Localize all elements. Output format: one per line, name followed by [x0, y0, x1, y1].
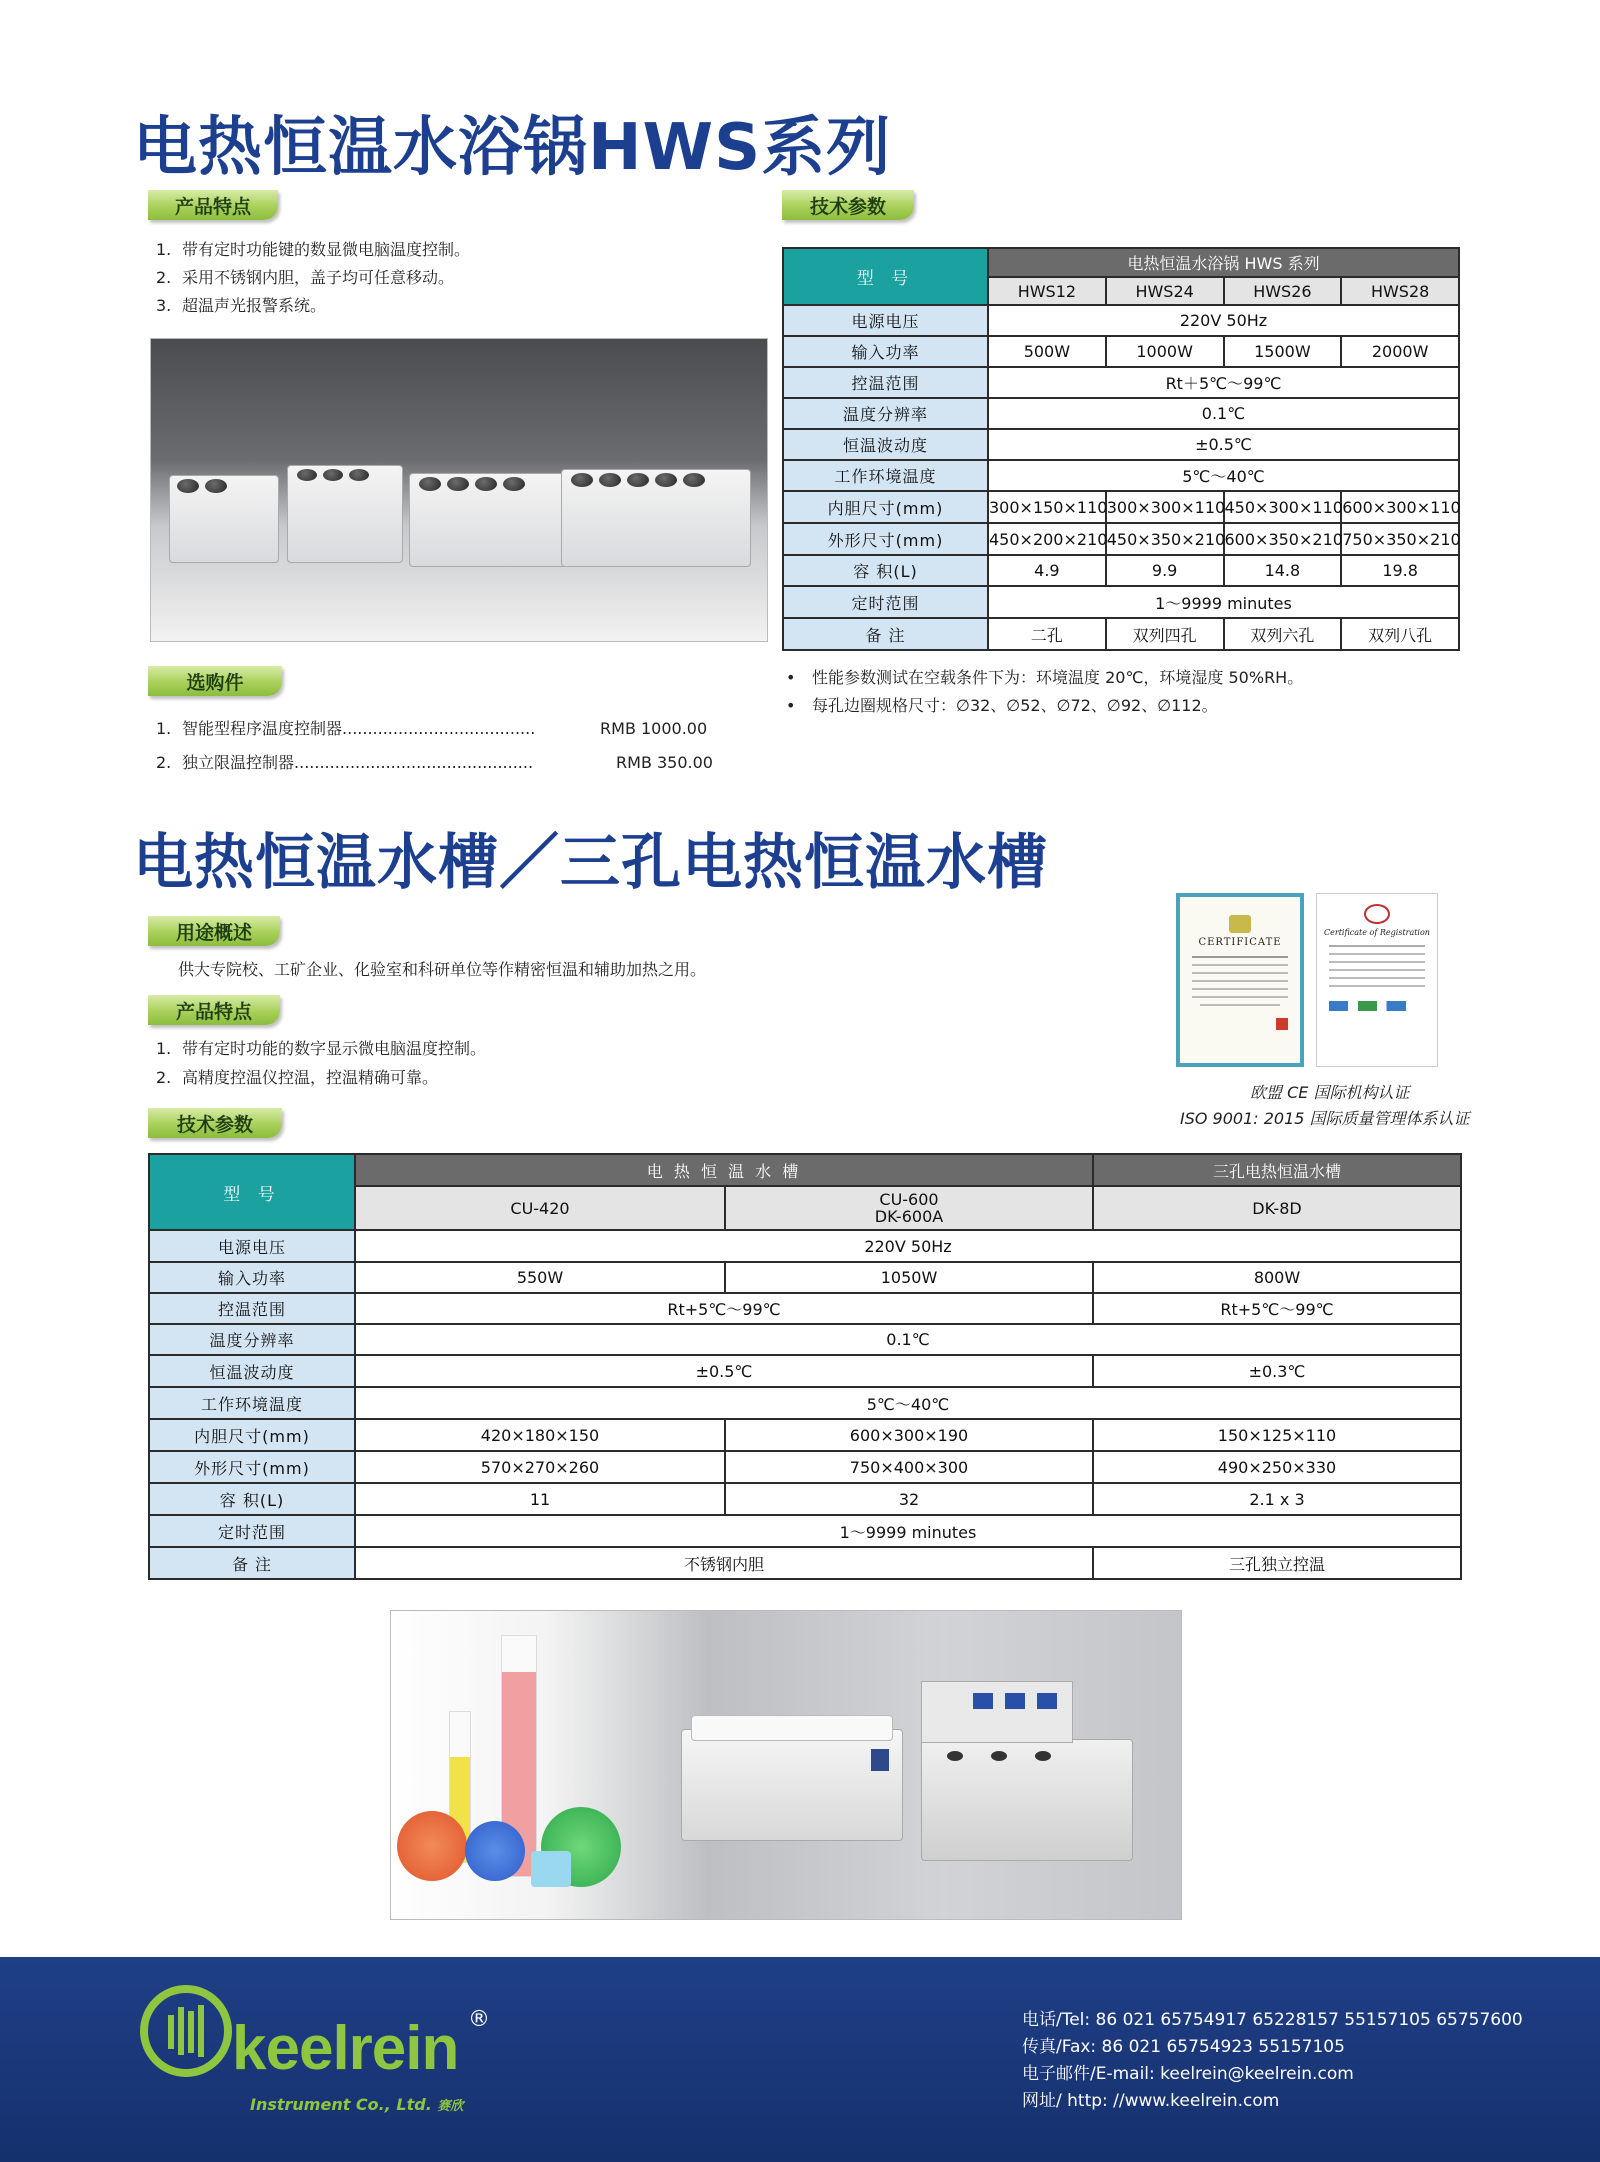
- table-cell: 1500W: [1224, 336, 1342, 367]
- table-cell: 2000W: [1341, 336, 1459, 367]
- table-cell: 600×300×190: [725, 1419, 1093, 1451]
- table-cell: 0.1℃: [988, 398, 1459, 429]
- list-item: 2. 采用不锈钢内胆，盖子均可任意移动。: [156, 268, 455, 287]
- row-label: 控温范围: [783, 367, 988, 398]
- model-cell: HWS26: [1224, 277, 1342, 305]
- table-cell: 450×200×210: [988, 523, 1106, 555]
- table-cell: 双列六孔: [1224, 618, 1342, 650]
- row-label: 工作环境温度: [783, 460, 988, 491]
- hws-product-photo: [150, 338, 768, 642]
- table-cell: 490×250×330: [1093, 1451, 1461, 1483]
- certificate-title: Certificate of Registration: [1324, 928, 1430, 937]
- cert-caption-ce: 欧盟 CE 国际机构认证: [1250, 1083, 1410, 1102]
- table-cell: 2.1 x 3: [1093, 1483, 1461, 1515]
- table-cell: 550W: [355, 1262, 725, 1293]
- table-cell: 9.9: [1106, 555, 1224, 586]
- table-cell: 450×300×110: [1224, 491, 1342, 523]
- table-cell: 19.8: [1341, 555, 1459, 586]
- table-cell: 不锈钢内胆: [355, 1547, 1093, 1579]
- table-cell: 450×350×210: [1106, 523, 1224, 555]
- cu-spec-table: [148, 1153, 1462, 1580]
- table-cell: Rt+5℃～99℃: [1093, 1293, 1461, 1324]
- table-cell: 750×400×300: [725, 1451, 1093, 1483]
- hws-options-list: [156, 712, 713, 780]
- table-cell: 11: [355, 1483, 725, 1515]
- table-cell: 1～9999 minutes: [988, 586, 1459, 618]
- table-cell: ±0.5℃: [355, 1355, 1093, 1387]
- row-label: 定时范围: [149, 1515, 355, 1547]
- row-label: 输入功率: [783, 336, 988, 367]
- list-item: 2. 独立限温控制器............................................... RMB 350.00: [156, 753, 713, 772]
- table-cell: 1000W: [1106, 336, 1224, 367]
- tel-line: 电话/Tel: 86 021 65754917 65228157 55157105 65757600: [1022, 2010, 1523, 2030]
- table-cell: 600×300×110: [1341, 491, 1459, 523]
- cu-features-list: [156, 1034, 486, 1092]
- contact-info: [1022, 2007, 1523, 2115]
- cu-usage-tag: 用途概述: [148, 916, 280, 946]
- table-cell: 300×150×110: [988, 491, 1106, 523]
- model-cell: DK-8D: [1093, 1186, 1461, 1230]
- company-subtitle: Instrument Co., Ltd. 赛欣: [250, 2095, 464, 2114]
- hws-features-list: [156, 236, 470, 320]
- iso-certificate: [1316, 893, 1438, 1067]
- email-line[interactable]: 电子邮件/E-mail: keelrein@keelrein.com: [1022, 2064, 1354, 2084]
- table-cell: 750×350×210: [1341, 523, 1459, 555]
- table-cell: 32: [725, 1483, 1093, 1515]
- table-cell: 三孔独立控温: [1093, 1547, 1461, 1579]
- table-cell: 420×180×150: [355, 1419, 725, 1451]
- row-label: 容 积(L): [783, 555, 988, 586]
- table-cell: 220V 50Hz: [988, 305, 1459, 336]
- table-cell: 220V 50Hz: [355, 1230, 1461, 1262]
- row-label: 外形尺寸(mm): [783, 523, 988, 555]
- row-label: 容 积(L): [149, 1483, 355, 1515]
- list-item: 1. 智能型程序温度控制器...................................... RMB 1000.00: [156, 719, 708, 738]
- model-cell: CU-420: [355, 1186, 725, 1230]
- hws-options-tag: 选购件: [148, 666, 282, 696]
- list-item: 3. 超温声光报警系统。: [156, 296, 327, 315]
- list-item: 2. 高精度控温仪控温，控温精确可靠。: [156, 1068, 439, 1087]
- certificate-title: CERTIFICATE: [1198, 937, 1282, 948]
- logo-text: keelrein: [232, 2014, 459, 2083]
- hws-title: 电热恒温水浴锅HWS系列: [133, 111, 892, 185]
- row-label: 电源电压: [149, 1230, 355, 1262]
- table-cell: 800W: [1093, 1262, 1461, 1293]
- model-header: 型 号: [149, 1154, 355, 1230]
- table-cell: 600×350×210: [1224, 523, 1342, 555]
- row-label: 定时范围: [783, 586, 988, 618]
- table-cell: 150×125×110: [1093, 1419, 1461, 1451]
- model-header: 型 号: [783, 248, 988, 305]
- table-cell: 14.8: [1224, 555, 1342, 586]
- row-label: 备 注: [783, 618, 988, 650]
- table-cell: 二孔: [988, 618, 1106, 650]
- cu-title: 电热恒温水槽／三孔电热恒温水槽: [133, 828, 1048, 898]
- footer: [0, 1957, 1600, 2162]
- row-label: 工作环境温度: [149, 1387, 355, 1419]
- model-cell: HWS24: [1106, 277, 1224, 305]
- logo-icon: [140, 1985, 232, 2077]
- fax-line: 传真/Fax: 86 021 65754923 55157105: [1022, 2037, 1345, 2057]
- table-cell: ±0.5℃: [988, 429, 1459, 460]
- hws-spec-table: [782, 247, 1460, 651]
- table-cell: 4.9: [988, 555, 1106, 586]
- table-cell: 5℃～40℃: [988, 460, 1459, 491]
- table-cell: 双列八孔: [1341, 618, 1459, 650]
- table-cell: ±0.3℃: [1093, 1355, 1461, 1387]
- table-cell: 1050W: [725, 1262, 1093, 1293]
- hws-notes: [786, 664, 1303, 720]
- series-header: 电热恒温水浴锅 HWS 系列: [988, 248, 1459, 277]
- cu-params-tag: 技术参数: [148, 1108, 282, 1138]
- model-cell: HWS12: [988, 277, 1106, 305]
- row-label: 内胆尺寸(mm): [783, 491, 988, 523]
- row-label: 控温范围: [149, 1293, 355, 1324]
- row-label: 外形尺寸(mm): [149, 1451, 355, 1483]
- ce-certificate: [1176, 893, 1304, 1067]
- row-label: 内胆尺寸(mm): [149, 1419, 355, 1451]
- row-label: 温度分辨率: [149, 1324, 355, 1355]
- table-cell: 500W: [988, 336, 1106, 367]
- list-item: 1. 带有定时功能的数字显示微电脑温度控制。: [156, 1039, 487, 1058]
- cu-usage-text: 供大专院校、工矿企业、化验室和科研单位等作精密恒温和辅助加热之用。: [178, 960, 707, 979]
- list-item: • 性能参数测试在空载条件下为：环境温度 20℃，环境湿度 50%RH。: [786, 668, 1304, 687]
- row-label: 温度分辨率: [783, 398, 988, 429]
- row-label: 备 注: [149, 1547, 355, 1579]
- table-cell: 570×270×260: [355, 1451, 725, 1483]
- hws-params-tag: 技术参数: [782, 190, 914, 220]
- model-cell: CU-600 DK-600A: [725, 1186, 1093, 1230]
- hws-features-tag: 产品特点: [148, 190, 278, 220]
- table-cell: Rt+5℃～99℃: [355, 1293, 1093, 1324]
- row-label: 恒温波动度: [783, 429, 988, 460]
- model-cell: HWS28: [1341, 277, 1459, 305]
- cu-product-photo: [390, 1610, 1182, 1920]
- table-cell: 双列四孔: [1106, 618, 1224, 650]
- table-cell: 0.1℃: [355, 1324, 1461, 1355]
- cert-caption-iso: ISO 9001: 2015 国际质量管理体系认证: [1180, 1109, 1470, 1128]
- list-item: 1. 带有定时功能键的数显微电脑温度控制。: [156, 240, 471, 259]
- row-label: 电源电压: [783, 305, 988, 336]
- row-label: 恒温波动度: [149, 1355, 355, 1387]
- table-cell: Rt＋5℃～99℃: [988, 367, 1459, 398]
- table-cell: 300×300×110: [1106, 491, 1224, 523]
- table-cell: 5℃～40℃: [355, 1387, 1461, 1419]
- group-header: 电 热 恒 温 水 槽: [355, 1154, 1093, 1186]
- group-header: 三孔电热恒温水槽: [1093, 1154, 1461, 1186]
- list-item: • 每孔边圈规格尺寸：∅32、∅52、∅72、∅92、∅112。: [786, 696, 1218, 715]
- registered-mark: ®: [468, 2007, 490, 2032]
- web-line[interactable]: 网址/ http: //www.keelrein.com: [1022, 2091, 1280, 2111]
- row-label: 输入功率: [149, 1262, 355, 1293]
- table-cell: 1～9999 minutes: [355, 1515, 1461, 1547]
- cu-features-tag: 产品特点: [148, 995, 280, 1025]
